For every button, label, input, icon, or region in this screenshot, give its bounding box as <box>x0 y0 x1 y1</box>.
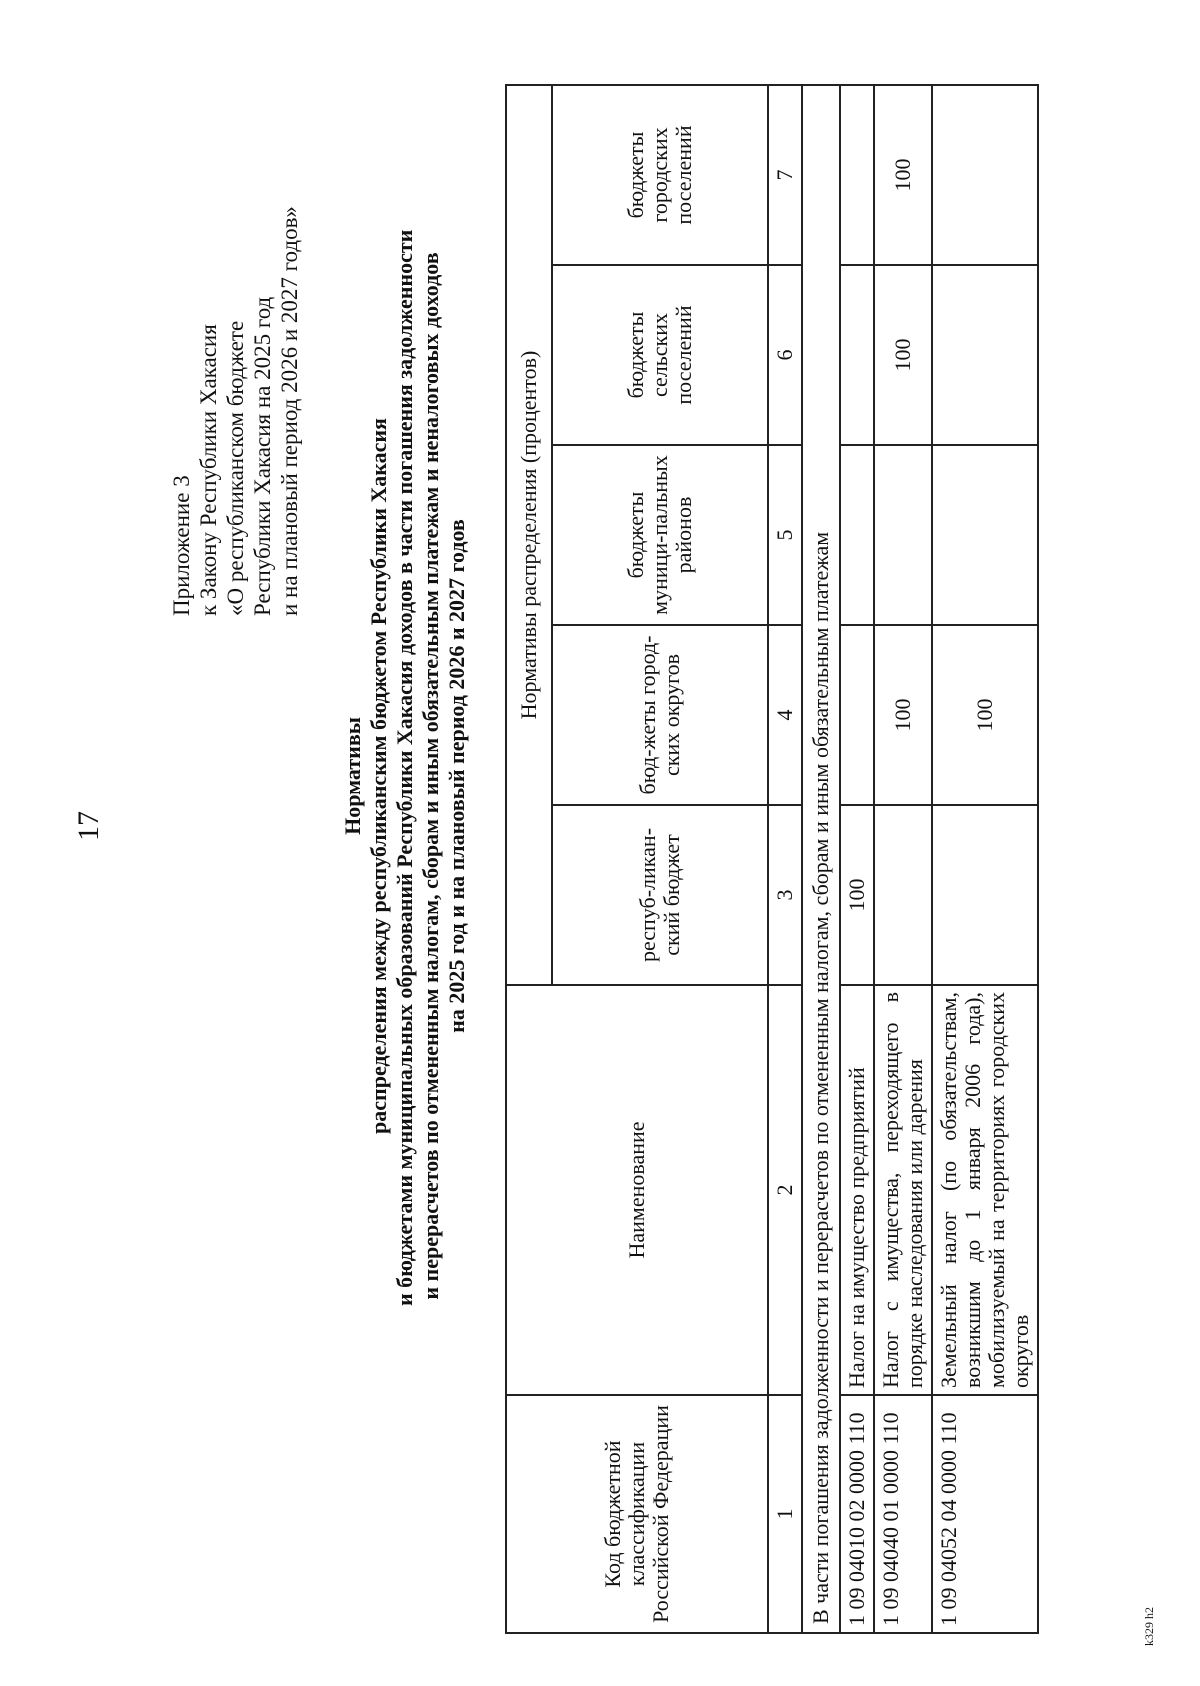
column-number: 5 <box>768 445 802 625</box>
header-col-rural-settlements: бюджеты сельских поселений <box>552 265 768 445</box>
table-row <box>840 85 874 1633</box>
appendix-line: «О республиканском бюджете <box>223 320 248 616</box>
table-row <box>932 85 1038 1633</box>
row-value <box>932 85 1038 265</box>
row-value <box>874 805 932 985</box>
header-col-urban-settlements: бюджеты городских поселений <box>552 85 768 265</box>
header-col-republic: респуб-ликан-ский бюджет <box>552 805 768 985</box>
appendix-line: к Закону Республики Хакасия <box>196 324 221 616</box>
row-value: 100 <box>874 625 932 805</box>
row-name: Налог на имущество предприятий <box>840 985 874 1395</box>
title-line: на 2025 год и на плановый период 2026 и 2027 годов <box>444 519 469 1033</box>
title-line: и перерасчетов по отмененным налогам, сборам и иным обязательным платежам и неналоговых доходов <box>418 252 443 1300</box>
appendix-note <box>168 0 303 616</box>
row-value: 100 <box>932 625 1038 805</box>
row-code: 1 09 04052 04 0000 110 <box>932 1395 1038 1633</box>
title-line: распределения между республиканским бюджетом Республики Хакасия <box>366 418 391 1134</box>
header-row <box>506 85 552 1633</box>
row-value <box>840 265 874 445</box>
column-number: 7 <box>768 85 802 265</box>
row-code: 1 09 04010 02 0000 110 <box>840 1395 874 1633</box>
row-value <box>840 625 874 805</box>
row-value: 100 <box>840 805 874 985</box>
section-title: В части погашения задолженности и перерасчетов по отмененным налогам, сборам и иным обязательным платежам <box>802 85 840 1633</box>
row-value: 100 <box>874 85 932 265</box>
document-title <box>340 229 470 1306</box>
header-col-city-districts: бюд-жеты город-ских округов <box>552 625 768 805</box>
page-number: 17 <box>72 811 105 841</box>
row-value <box>840 85 874 265</box>
column-number: 3 <box>768 805 802 985</box>
table-row <box>874 85 932 1633</box>
section-row <box>802 85 840 1633</box>
title-heading: Нормативы <box>340 717 365 835</box>
row-value <box>874 445 932 625</box>
header-group: Нормативы распределения (процентов) <box>506 85 552 985</box>
header-code: Код бюджетной классификации Российской Федерации <box>506 1395 768 1633</box>
row-name: Земельный налог (по обязательствам, возникшим до 1 января 2006 года), мобилизуемый на территориях городских округов <box>932 985 1038 1395</box>
appendix-line: и на плановый период 2026 и 2027 годов» <box>277 206 302 616</box>
appendix-line: Республики Хакасия на 2025 год <box>250 296 275 616</box>
column-number: 6 <box>768 265 802 445</box>
column-number: 4 <box>768 625 802 805</box>
row-value <box>840 445 874 625</box>
row-code: 1 09 04040 01 0000 110 <box>874 1395 932 1633</box>
row-value: 100 <box>874 265 932 445</box>
title-line: и бюджетами муниципальных образований Республики Хакасия доходов в части погашения задолженности <box>392 229 417 1306</box>
row-value <box>932 265 1038 445</box>
footer-code: k329 h2 <box>1142 1607 1156 1646</box>
column-number-row <box>768 85 802 1633</box>
column-number: 2 <box>768 985 802 1395</box>
row-name: Налог с имущества, переходящего в порядке наследования или дарения <box>874 985 932 1395</box>
row-value <box>932 445 1038 625</box>
distribution-table <box>505 84 1039 1634</box>
appendix-line: Приложение 3 <box>169 475 194 616</box>
header-col-municipal-districts: бюджеты муници-пальных районов <box>552 445 768 625</box>
header-name: Наименование <box>506 985 768 1395</box>
row-value <box>932 805 1038 985</box>
column-number: 1 <box>768 1395 802 1633</box>
